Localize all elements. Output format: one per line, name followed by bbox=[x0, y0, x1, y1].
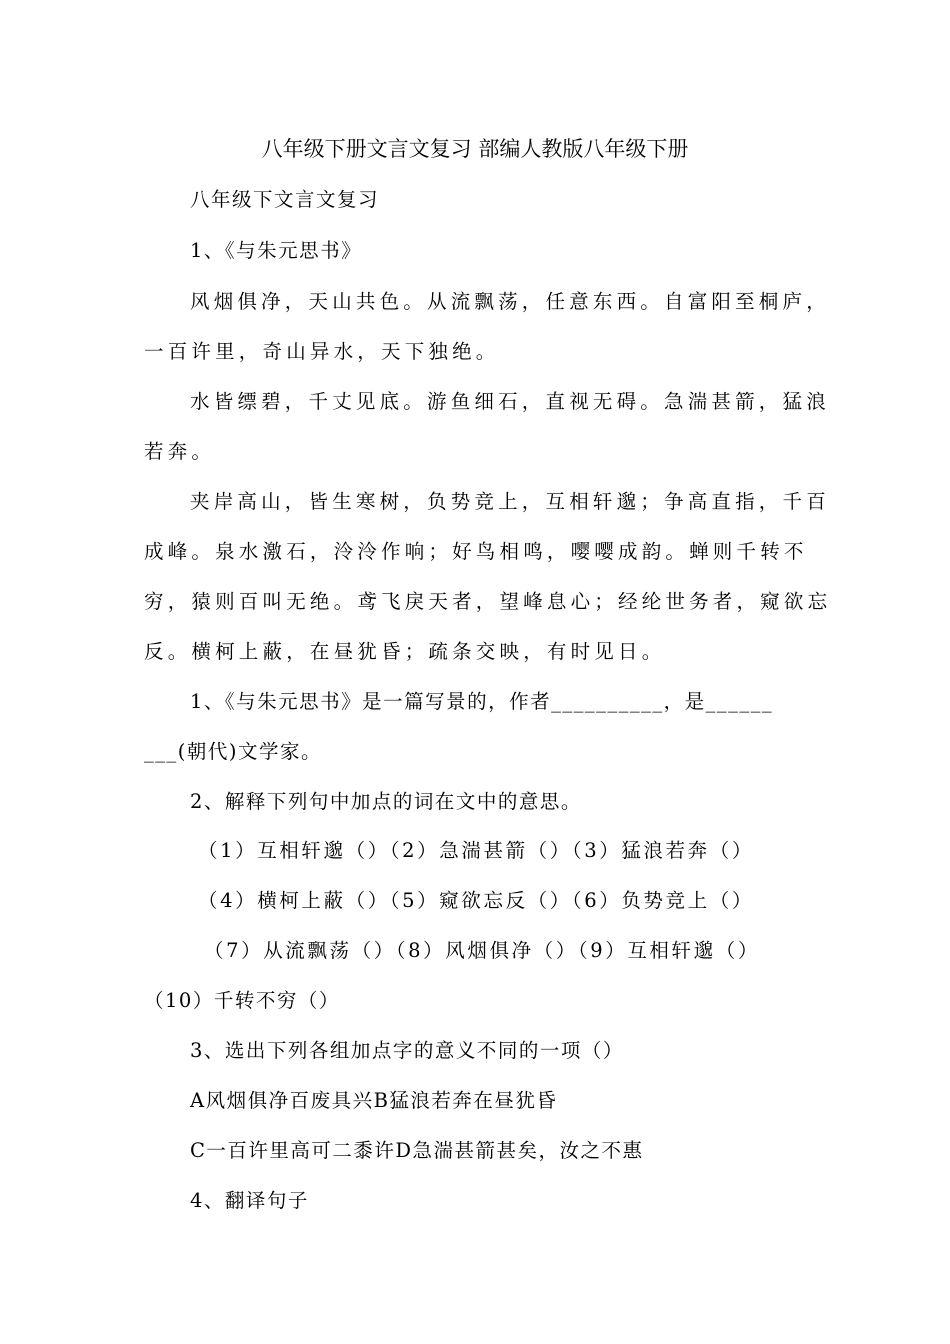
question-line: 2、解释下列句中加点的词在文中的意思。 bbox=[190, 790, 582, 813]
question-item-row: （4）横柯上蔽（）（5）窥欲忘反（）（6）负势竞上（） bbox=[198, 889, 754, 912]
document-title: 八年级下册文言文复习 部编人教版八年级下册 bbox=[261, 137, 689, 161]
question-item-row: （10）千转不穷（） bbox=[144, 989, 340, 1012]
question-line: ___(朝代)文学家。 bbox=[144, 740, 322, 763]
paragraph-line: 风烟俱净，天山共色。从流飘荡，任意东西。自富阳至桐庐， bbox=[190, 290, 830, 313]
question-item-row: （7）从流飘荡（）（8）风烟俱净（）（9）互相轩邈（） bbox=[204, 939, 760, 962]
paragraph-line: 一百许里，奇山异水，天下独绝。 bbox=[144, 340, 500, 363]
paragraph-line: 若奔。 bbox=[144, 440, 216, 463]
paragraph-line: 穷，猿则百叫无绝。鸢飞戾天者，望峰息心；经纶世务者，窥欲忘 bbox=[144, 590, 832, 613]
question-line: 1、《与朱元思书》是一篇写景的，作者__________，是______ bbox=[190, 690, 774, 713]
paragraph-line: 水皆缥碧，千丈见底。游鱼细石，直视无碍。急湍甚箭，猛浪 bbox=[190, 390, 830, 413]
paragraph-line: 反。横柯上蔽，在昼犹昏；疏条交映，有时见日。 bbox=[144, 640, 666, 663]
text-heading: 1、《与朱元思书》 bbox=[190, 239, 363, 262]
section-heading: 八年级下文言文复习 bbox=[190, 188, 380, 211]
question-line: 4、翻译句子 bbox=[190, 1189, 309, 1212]
paragraph-line: 成峰。泉水激石，泠泠作响；好鸟相鸣，嘤嘤成韵。蝉则千转不 bbox=[144, 540, 808, 563]
option-line: C一百许里高可二黍许D急湍甚箭甚矣，汝之不惠 bbox=[190, 1139, 644, 1162]
question-line: 3、选出下列各组加点字的意义不同的一项（） bbox=[190, 1039, 624, 1062]
question-item-row: （1）互相轩邈（）（2）急湍甚箭（）（3）猛浪若奔（） bbox=[198, 839, 754, 862]
option-line: A风烟俱净百废具兴B猛浪若奔在昼犹昏 bbox=[190, 1089, 558, 1112]
paragraph-line: 夹岸高山，皆生寒树，负势竞上，互相轩邈；争高直指，千百 bbox=[190, 490, 830, 513]
